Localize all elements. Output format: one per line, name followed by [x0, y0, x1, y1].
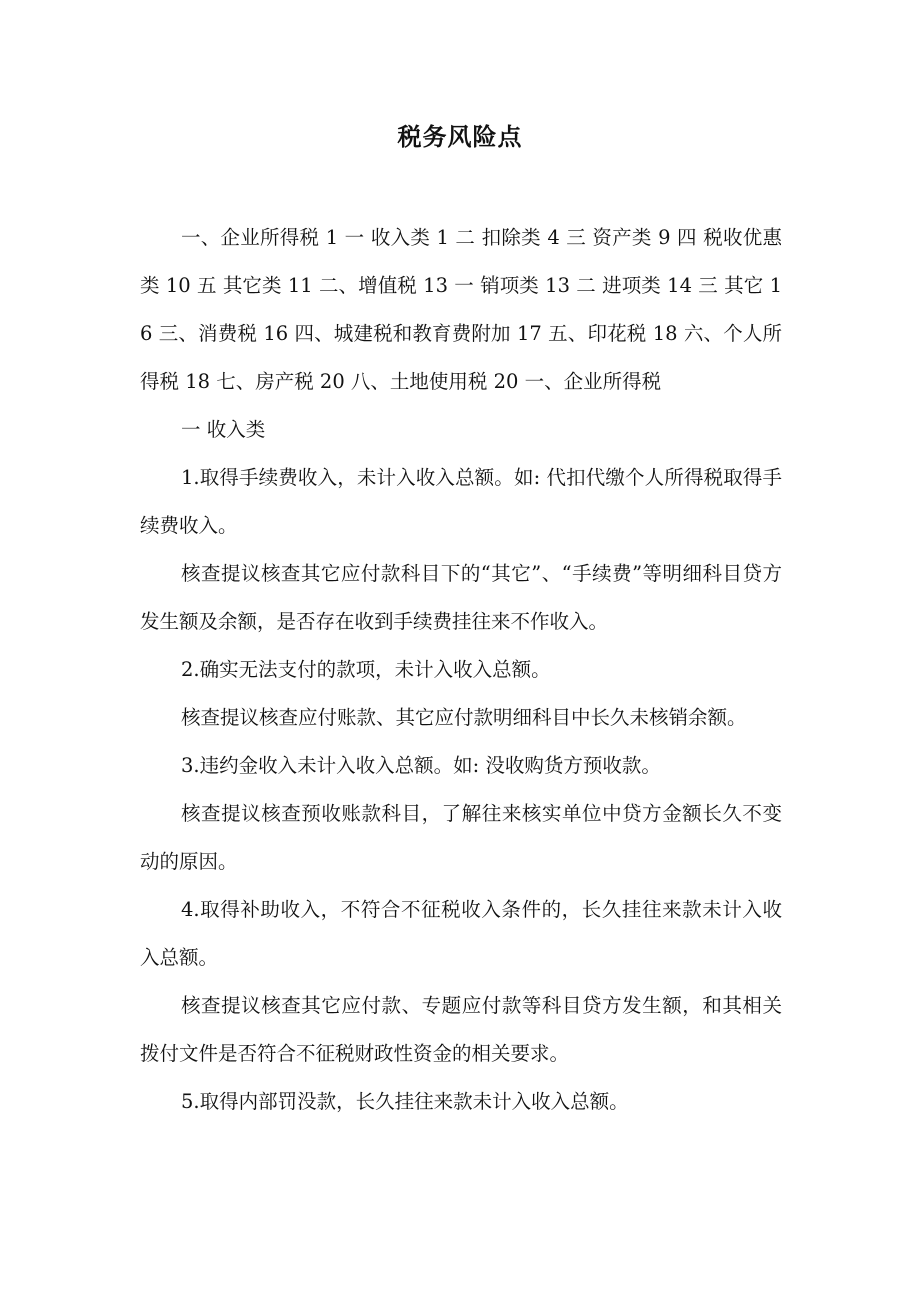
document-body: [140, 214, 782, 1126]
risk-item-1: 1.取得手续费收入，未计入收入总额。如: 代扣代缴个人所得税取得手续费收入。: [140, 466, 782, 537]
check-suggestion-1: 核查提议核查其它应付款科目下的“其它”、“手续费”等明细科目贷方发生额及余额，是否存在收到手续费挂往来不作收入。: [140, 562, 782, 633]
risk-item-2: 2.确实无法支付的款项，未计入收入总额。: [181, 658, 551, 681]
risk-item-4: 4.取得补助收入，不符合不征税收入条件的，长久挂往来款未计入收入总额。: [140, 898, 782, 969]
check-suggestion-4: 核查提议核查其它应付款、专题应付款等科目贷方发生额，和其相关拨付文件是否符合不征税财政性资金的相关要求。: [140, 994, 782, 1065]
risk-item-5: 5.取得内部罚没款，长久挂往来款未计入收入总额。: [181, 1090, 629, 1113]
table-of-contents-paragraph: 一、企业所得税 1 一 收入类 1 二 扣除类 4 三 资产类 9 四 税收优惠类 10 五 其它类 11 二、增值税 13 一 销项类 13 二 进项类 14 三 其它 16 三、消费税 16 四、城建税和教育费附加 17 五、印花税 18 六、个人所得税 18 七、房产税 20 八、土地使用税 20 一、企业所得税: [140, 226, 782, 393]
document-title: 税务风险点: [397, 123, 523, 151]
check-suggestion-3: 核查提议核查预收账款科目，了解往来核实单位中贷方金额长久不变动的原因。: [140, 802, 782, 873]
check-suggestion-2: 核查提议核查应付账款、其它应付款明细科目中长久未核销余额。: [181, 706, 747, 729]
section-heading-income: 一 收入类: [181, 418, 266, 441]
risk-item-3: 3.违约金收入未计入收入总额。如: 没收购货方预收款。: [181, 754, 661, 777]
